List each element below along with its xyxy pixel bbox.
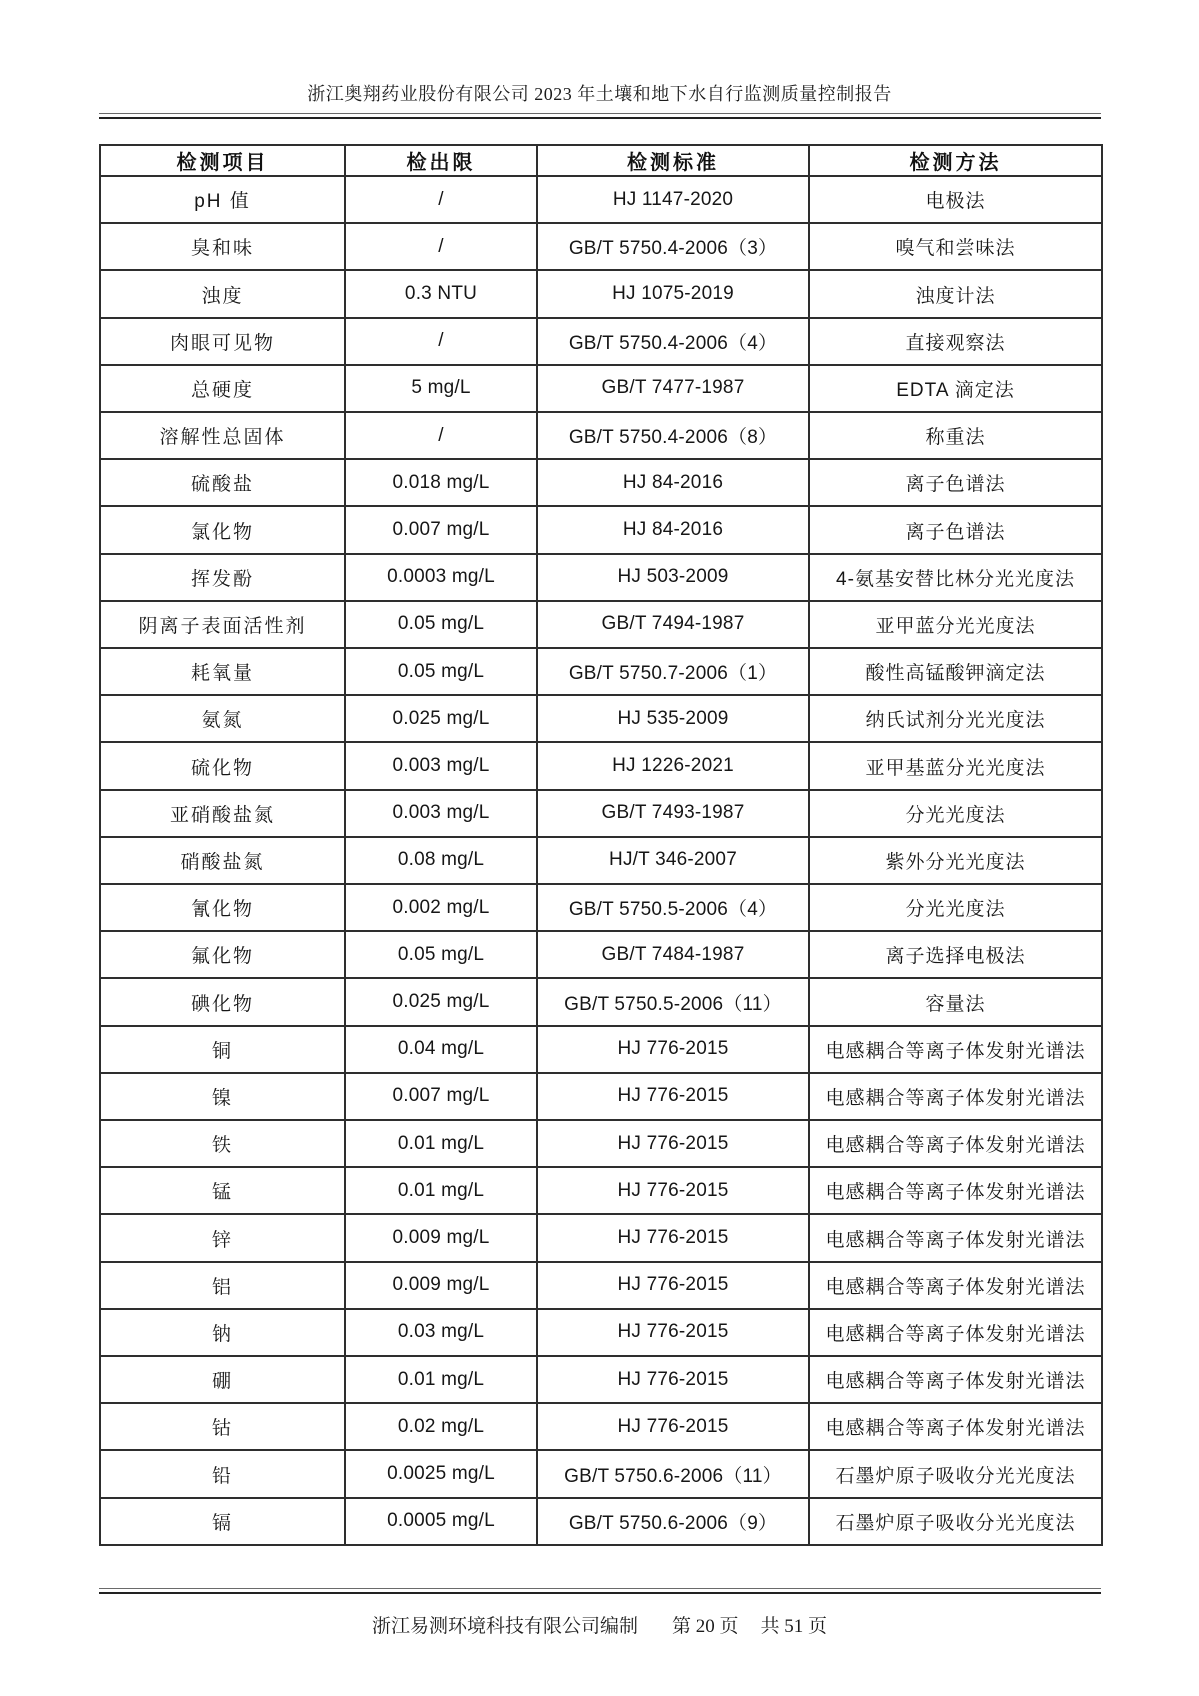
table-row [100, 1450, 1102, 1497]
limit-cell: 0.01 mg/L [345, 1167, 537, 1214]
standard-cell: HJ 1147-2020 [537, 176, 809, 223]
standard-cell: GB/T 7477-1987 [537, 365, 809, 412]
limit-cell: 0.05 mg/L [345, 648, 537, 695]
standard-cell: HJ 776-2015 [537, 1262, 809, 1309]
item-cell: 铅 [100, 1450, 345, 1497]
limit-cell: 0.025 mg/L [345, 695, 537, 742]
method-cell: 称重法 [809, 412, 1102, 459]
standard-cell: HJ 503-2009 [537, 554, 809, 601]
limit-cell: / [345, 318, 537, 365]
method-cell: 嗅气和尝味法 [809, 223, 1102, 270]
standard-cell: HJ 84-2016 [537, 459, 809, 506]
table-row [100, 506, 1102, 553]
page-title: 浙江奥翔药业股份有限公司 2023 年土壤和地下水自行监测质量控制报告 [307, 84, 892, 104]
standard-cell: HJ 1075-2019 [537, 270, 809, 317]
standard-cell: HJ 776-2015 [537, 1403, 809, 1450]
standard-cell: GB/T 5750.7-2006（1） [537, 648, 809, 695]
table-body [100, 176, 1102, 1545]
item-cell: 硫化物 [100, 742, 345, 789]
item-cell: 铝 [100, 1262, 345, 1309]
item-cell: 铁 [100, 1120, 345, 1167]
limit-cell: 0.003 mg/L [345, 790, 537, 837]
standard-cell: HJ 1226-2021 [537, 742, 809, 789]
limit-cell: 0.02 mg/L [345, 1403, 537, 1450]
table-row [100, 1120, 1102, 1167]
method-cell: 亚甲蓝分光光度法 [809, 601, 1102, 648]
standard-cell: HJ 776-2015 [537, 1309, 809, 1356]
column-header: 检出限 [345, 145, 537, 176]
table-header [100, 145, 1102, 176]
item-cell: 臭和味 [100, 223, 345, 270]
limit-cell: / [345, 223, 537, 270]
table-row [100, 837, 1102, 884]
standard-cell: GB/T 5750.5-2006（11） [537, 978, 809, 1025]
table-row [100, 931, 1102, 978]
detection-methods-table [99, 144, 1103, 1546]
method-cell: 离子色谱法 [809, 506, 1102, 553]
method-cell: 电感耦合等离子体发射光谱法 [809, 1403, 1102, 1450]
standard-cell: HJ 535-2009 [537, 695, 809, 742]
table-row [100, 695, 1102, 742]
limit-cell: 0.018 mg/L [345, 459, 537, 506]
method-cell: 容量法 [809, 978, 1102, 1025]
item-cell: 肉眼可见物 [100, 318, 345, 365]
item-cell: 铜 [100, 1026, 345, 1073]
standard-cell: HJ 84-2016 [537, 506, 809, 553]
limit-cell: 0.0025 mg/L [345, 1450, 537, 1497]
method-cell: EDTA 滴定法 [809, 365, 1102, 412]
method-cell: 电感耦合等离子体发射光谱法 [809, 1073, 1102, 1120]
footer-total-pages: 共 51 页 [760, 1616, 828, 1637]
method-cell: 石墨炉原子吸收分光光度法 [809, 1450, 1102, 1497]
standard-cell: HJ 776-2015 [537, 1167, 809, 1214]
table-row [100, 978, 1102, 1025]
standard-cell: GB/T 5750.5-2006（4） [537, 884, 809, 931]
method-cell: 石墨炉原子吸收分光光度法 [809, 1498, 1102, 1545]
table-row [100, 176, 1102, 223]
method-cell: 电感耦合等离子体发射光谱法 [809, 1214, 1102, 1261]
method-cell: 直接观察法 [809, 318, 1102, 365]
limit-cell: 0.01 mg/L [345, 1120, 537, 1167]
limit-cell: 0.025 mg/L [345, 978, 537, 1025]
method-cell: 分光光度法 [809, 884, 1102, 931]
item-cell: 浊度 [100, 270, 345, 317]
item-cell: 氯化物 [100, 506, 345, 553]
table-row [100, 790, 1102, 837]
standard-cell: HJ 776-2015 [537, 1026, 809, 1073]
method-cell: 电感耦合等离子体发射光谱法 [809, 1120, 1102, 1167]
table-row [100, 318, 1102, 365]
item-cell: 溶解性总固体 [100, 412, 345, 459]
table-row [100, 601, 1102, 648]
table-row [100, 270, 1102, 317]
limit-cell: 0.3 NTU [345, 270, 537, 317]
standard-cell: HJ 776-2015 [537, 1120, 809, 1167]
table-row [100, 1498, 1102, 1545]
standard-cell: GB/T 5750.4-2006（8） [537, 412, 809, 459]
item-cell: 锰 [100, 1167, 345, 1214]
footer-rule [99, 1588, 1101, 1594]
method-cell: 亚甲基蓝分光光度法 [809, 742, 1102, 789]
item-cell: 亚硝酸盐氮 [100, 790, 345, 837]
table-row [100, 742, 1102, 789]
limit-cell: 0.03 mg/L [345, 1309, 537, 1356]
table-row [100, 884, 1102, 931]
limit-cell: 0.009 mg/L [345, 1214, 537, 1261]
method-cell: 电感耦合等离子体发射光谱法 [809, 1262, 1102, 1309]
header-row [100, 145, 1102, 176]
table-row [100, 412, 1102, 459]
item-cell: 耗氧量 [100, 648, 345, 695]
limit-cell: 0.05 mg/L [345, 931, 537, 978]
method-cell: 电极法 [809, 176, 1102, 223]
standard-cell: GB/T 7493-1987 [537, 790, 809, 837]
limit-cell: 0.007 mg/L [345, 1073, 537, 1120]
standard-cell: GB/T 7484-1987 [537, 931, 809, 978]
method-cell: 离子色谱法 [809, 459, 1102, 506]
limit-cell: 0.0003 mg/L [345, 554, 537, 601]
table-row [100, 1309, 1102, 1356]
method-cell: 浊度计法 [809, 270, 1102, 317]
method-cell: 电感耦合等离子体发射光谱法 [809, 1026, 1102, 1073]
standard-cell: GB/T 5750.6-2006（11） [537, 1450, 809, 1497]
limit-cell: 0.0005 mg/L [345, 1498, 537, 1545]
limit-cell: 0.002 mg/L [345, 884, 537, 931]
item-cell: 镉 [100, 1498, 345, 1545]
item-cell: pH 值 [100, 176, 345, 223]
table-row [100, 1262, 1102, 1309]
limit-cell: 0.05 mg/L [345, 601, 537, 648]
page-footer [0, 1614, 1199, 1640]
limit-cell: 0.007 mg/L [345, 506, 537, 553]
method-cell: 分光光度法 [809, 790, 1102, 837]
item-cell: 钠 [100, 1309, 345, 1356]
standard-cell: GB/T 5750.4-2006（3） [537, 223, 809, 270]
item-cell: 阴离子表面活性剂 [100, 601, 345, 648]
table-row [100, 223, 1102, 270]
item-cell: 氰化物 [100, 884, 345, 931]
limit-cell: / [345, 412, 537, 459]
limit-cell: 0.08 mg/L [345, 837, 537, 884]
table-row [100, 1167, 1102, 1214]
column-header: 检测项目 [100, 145, 345, 176]
item-cell: 碘化物 [100, 978, 345, 1025]
item-cell: 硫酸盐 [100, 459, 345, 506]
limit-cell: 0.04 mg/L [345, 1026, 537, 1073]
table-row [100, 459, 1102, 506]
method-cell: 电感耦合等离子体发射光谱法 [809, 1356, 1102, 1403]
standard-cell: GB/T 5750.6-2006（9） [537, 1498, 809, 1545]
table-row [100, 554, 1102, 601]
method-cell: 离子选择电极法 [809, 931, 1102, 978]
limit-cell: / [345, 176, 537, 223]
item-cell: 硝酸盐氮 [100, 837, 345, 884]
table-row [100, 365, 1102, 412]
item-cell: 挥发酚 [100, 554, 345, 601]
item-cell: 镍 [100, 1073, 345, 1120]
column-header: 检测方法 [809, 145, 1102, 176]
method-cell: 电感耦合等离子体发射光谱法 [809, 1309, 1102, 1356]
table-row [100, 1214, 1102, 1261]
table-row [100, 1073, 1102, 1120]
method-cell: 4-氨基安替比林分光光度法 [809, 554, 1102, 601]
item-cell: 总硬度 [100, 365, 345, 412]
standard-cell: HJ/T 346-2007 [537, 837, 809, 884]
standard-cell: HJ 776-2015 [537, 1073, 809, 1120]
method-cell: 酸性高锰酸钾滴定法 [809, 648, 1102, 695]
table-row [100, 1356, 1102, 1403]
method-cell: 纳氏试剂分光光度法 [809, 695, 1102, 742]
standard-cell: GB/T 5750.4-2006（4） [537, 318, 809, 365]
header-rule [99, 113, 1101, 119]
item-cell: 氨氮 [100, 695, 345, 742]
item-cell: 锌 [100, 1214, 345, 1261]
standard-cell: HJ 776-2015 [537, 1356, 809, 1403]
item-cell: 钴 [100, 1403, 345, 1450]
standard-cell: GB/T 7494-1987 [537, 601, 809, 648]
footer-company: 浙江易测环境科技有限公司编制 [371, 1616, 638, 1637]
item-cell: 氟化物 [100, 931, 345, 978]
standard-cell: HJ 776-2015 [537, 1214, 809, 1261]
column-header: 检测标准 [537, 145, 809, 176]
item-cell: 硼 [100, 1356, 345, 1403]
table-row [100, 1026, 1102, 1073]
footer-page-number: 第 20 页 [671, 1616, 739, 1637]
limit-cell: 5 mg/L [345, 365, 537, 412]
limit-cell: 0.009 mg/L [345, 1262, 537, 1309]
method-cell: 电感耦合等离子体发射光谱法 [809, 1167, 1102, 1214]
limit-cell: 0.01 mg/L [345, 1356, 537, 1403]
table-row [100, 648, 1102, 695]
table-row [100, 1403, 1102, 1450]
limit-cell: 0.003 mg/L [345, 742, 537, 789]
method-cell: 紫外分光光度法 [809, 837, 1102, 884]
